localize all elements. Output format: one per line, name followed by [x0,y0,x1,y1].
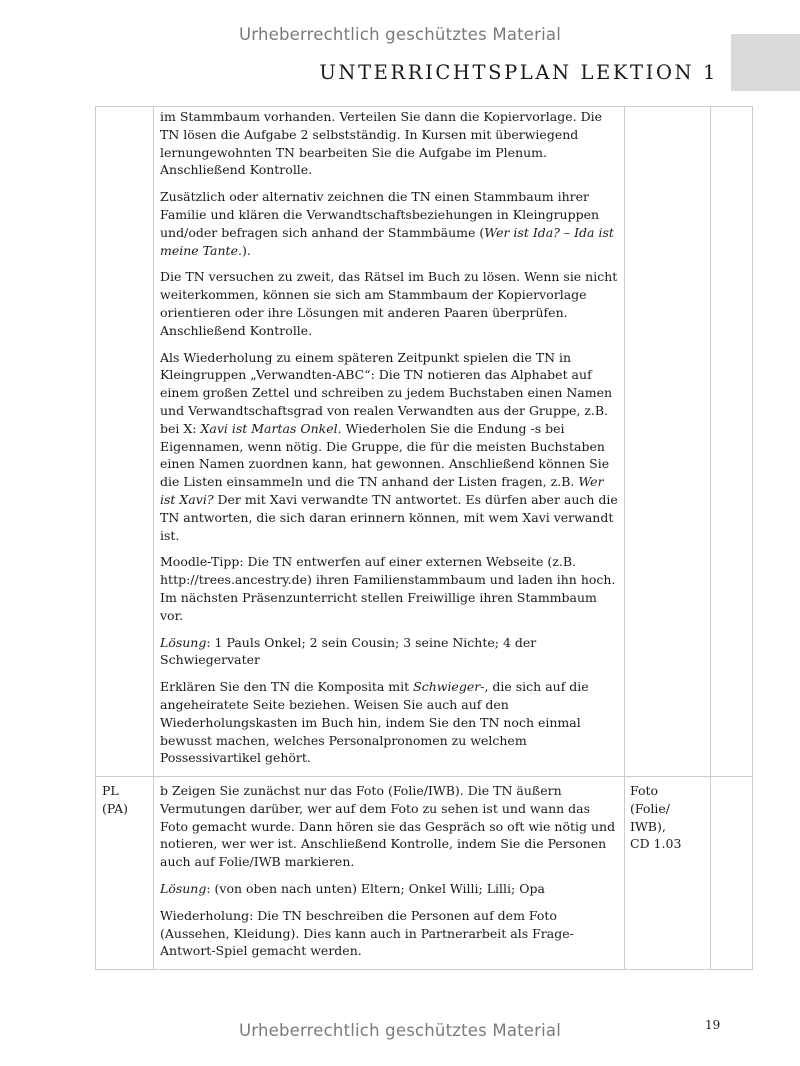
paragraph: Zusätzlich oder alternativ zeichnen die TN einen Stammbaum ihrer Familie und klären die Verwandtschaftsbeziehungen in Kleingruppen und/oder befragen sich anhand der Stammbäume (Wer ist Ida? – Ida ist meine Tante.). [160,189,614,258]
table-row [96,777,753,970]
paragraph: Erklären Sie den TN die Komposita mit Schwieger-, die sich auf die angeheiratete Seite beziehen. Weisen Sie auch auf den Wiederholungskasten im Buch hin, indem Sie den TN noch einmal bewusst machen, welches Personalpronomen zu welchem Possessivartikel gehört. [160,679,589,766]
social-form-cell [96,107,154,777]
social-form-cell: PL (PA) [96,777,154,970]
paragraph: Wiederholung: Die TN beschreiben die Personen auf dem Foto (Aussehen, Kleidung). Dies kann auch in Partnerarbeit als Frage-Antwort-Spiel gemacht werden. [160,907,574,959]
table-row [96,107,753,777]
moodle-tip-paragraph: Moodle-Tipp: Die TN entwerfen auf einer externen Webseite (z.B. http://trees.ancestry.de) ihren Familienstammbaum und laden ihn hoch. Im nächsten Präsenzunterricht stellen Freiwillige ihren Stammbaum vor. [160,554,616,623]
paragraph: Die TN versuchen zu zweit, das Rätsel im Buch zu lösen. Wenn sie nicht weiterkommen, können sie sich am Stammbaum der Kopiervorlage orientieren oder ihre Lösungen mit anderen Paaren überprüfen. Anschließend Kontrolle. [160,269,618,338]
activity-cell [154,777,625,970]
solution-paragraph: Lösung: (von oben nach unten) Eltern; Onkel Willi; Lilli; Opa [160,881,545,897]
paragraph: b Zeigen Sie zunächst nur das Foto (Folie/IWB). Die TN äußern Vermutungen darüber, wer auf dem Foto zu sehen ist und wann das Foto gemacht wurde. Dann hören sie das Gespräch so oft wie nötig und notieren, wer wer ist. Anschließend Kontrolle, indem Sie die Personen auch auf Folie/IWB markieren. [160,783,616,870]
chapter-tab-marker [731,34,800,91]
activity-cell [154,107,625,777]
materials-cell [625,107,711,777]
lesson-plan-table [95,106,753,970]
materials-cell: Foto (Folie/ IWB), CD 1.03 [625,777,711,970]
page-title: UNTERRICHTSPLAN LEKTION 1 [319,61,718,84]
page-number: 19 [705,1018,721,1032]
watermark-bottom: Urheberrechtlich geschütztes Material [238,1021,562,1040]
notes-cell [711,777,753,970]
watermark-top: Urheberrechtlich geschütztes Material [238,25,562,44]
notes-cell [711,107,753,777]
solution-paragraph: Lösung: 1 Pauls Onkel; 2 sein Cousin; 3 seine Nichte; 4 der Schwiegervater [160,634,537,668]
paragraph: im Stammbaum vorhanden. Verteilen Sie dann die Kopiervorlage. Die TN lösen die Aufgabe 2 selbstständig. In Kursen mit überwiegend lernungewohnten TN bearbeiten Sie die Aufgabe im Plenum. Anschließend Kontrolle. [160,109,603,178]
paragraph: Als Wiederholung zu einem späteren Zeitpunkt spielen die TN in Kleingruppen „Verwandten-ABC“: Die TN notieren das Alphabet auf einem großen Zettel und schreiben zu jedem Buchstaben einen Namen und Verwandtschaftsgrad von realen Verwandten aus der Gruppe, z.B. bei X: Xavi ist Martas Onkel. Wiederholen Sie die Endung -s bei Eigennamen, wenn nötig. Die Gruppe, die für die meisten Buchstaben einen Namen zuordnen kann, hat gewonnen. Anschließend können Sie die Listen einsammeln und die TN anhand der Listen fragen, z.B. Wer ist Xavi? Der mit Xavi verwandte TN antwortet. Es dürfen aber auch die TN antworten, die sich daran erinnern können, mit wem Xavi verwandt ist. [160,349,618,543]
